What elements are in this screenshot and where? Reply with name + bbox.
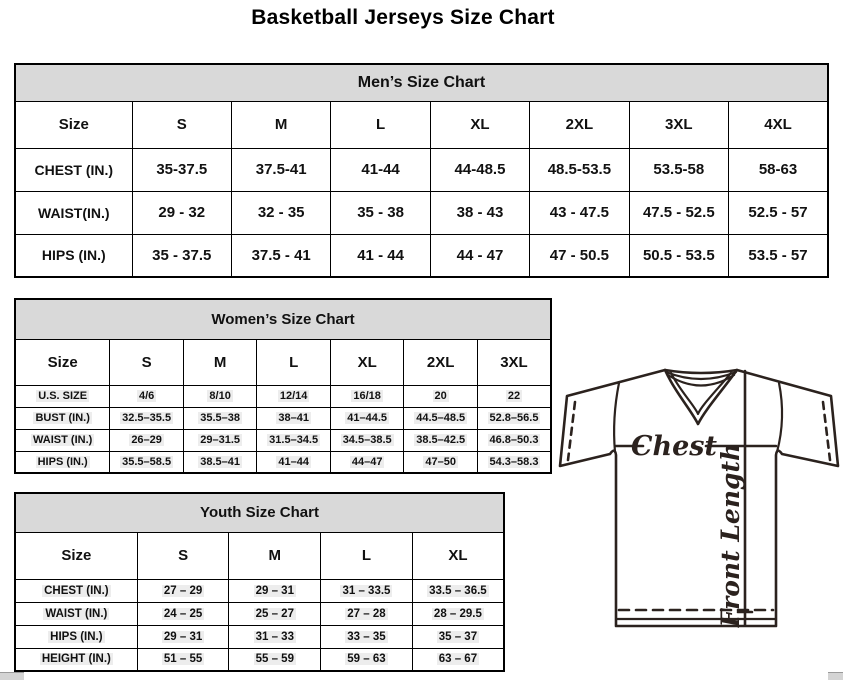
youth-cell-2-3-text: 35 – 37 — [438, 630, 478, 643]
men-cell-0-5 — [629, 148, 728, 191]
men-data-row-1 — [15, 191, 828, 234]
women-cell-1-1 — [183, 407, 257, 429]
women-cell-0-0-text: 4/6 — [138, 390, 155, 402]
youth-cell-3-1 — [229, 648, 321, 671]
women-cell-0-5-text: 22 — [507, 390, 521, 402]
women-row-label-3-text: HIPS (IN.) — [37, 455, 88, 468]
men-cell-2-6-text: 53.5 - 57 — [748, 246, 808, 264]
youth-cell-2-2 — [321, 625, 413, 648]
women-cell-1-0 — [110, 407, 184, 429]
women-col-l: L — [257, 339, 331, 385]
women-cell-2-0-text: 26–29 — [131, 434, 162, 446]
women-cell-1-5-text: 52.8–56.5 — [489, 412, 539, 424]
men-cell-1-0-text: 29 - 32 — [158, 204, 206, 221]
youth-data-row-2 — [15, 625, 504, 648]
youth-cell-3-2-text: 59 – 63 — [347, 653, 386, 666]
women-chart-title: Women’s Size Chart — [15, 299, 551, 339]
youth-col-xl: XL — [412, 532, 504, 579]
women-cell-2-4 — [404, 429, 478, 451]
women-cell-1-0-text: 32.5–35.5 — [122, 412, 172, 424]
youth-cell-3-2 — [321, 648, 413, 671]
women-data-row-2 — [15, 429, 551, 451]
women-cell-2-5 — [477, 429, 551, 451]
women-data-row-1 — [15, 407, 551, 429]
youth-cell-3-3 — [412, 648, 504, 671]
women-cell-2-2-text: 31.5–34.5 — [269, 434, 319, 446]
youth-cell-2-1-text: 31 – 33 — [255, 630, 294, 643]
page-title: Basketball Jerseys Size Chart — [251, 6, 555, 29]
women-col-3xl: 3XL — [477, 339, 551, 385]
youth-cell-3-0-text: 51 – 55 — [163, 653, 203, 666]
youth-cell-0-2 — [321, 579, 413, 602]
men-cell-1-2 — [331, 191, 430, 234]
women-cell-2-1-text: 29–31.5 — [200, 434, 241, 446]
women-cell-0-2-text: 12/14 — [279, 390, 308, 402]
men-cell-1-4 — [530, 191, 629, 234]
men-data-row-2 — [15, 234, 828, 277]
women-cell-2-0 — [110, 429, 184, 451]
women-cell-0-3-text: 16/18 — [353, 390, 381, 402]
armhole-seam-left — [614, 383, 619, 452]
youth-cell-0-1 — [229, 579, 321, 602]
men-cell-0-6-text: 58-63 — [758, 161, 798, 178]
men-cell-2-5-text: 50.5 - 53.5 — [642, 246, 715, 264]
women-data-row-3 — [15, 451, 551, 473]
women-cell-2-3 — [330, 429, 404, 451]
women-row-label-1 — [15, 407, 110, 429]
women-cell-2-1 — [183, 429, 257, 451]
men-cell-0-3 — [430, 148, 529, 191]
women-cell-1-2 — [257, 407, 331, 429]
youth-col-m: M — [229, 532, 321, 579]
women-cell-0-3 — [330, 385, 404, 407]
men-row-label-1 — [15, 191, 132, 234]
youth-cell-0-2-text: 31 – 33.5 — [342, 584, 391, 597]
men-col-l: L — [331, 101, 430, 148]
men-cell-0-2-text: 41-44 — [361, 161, 400, 178]
men-row-label-0 — [15, 148, 132, 191]
women-cell-1-2-text: 38–41 — [278, 412, 309, 424]
women-cell-1-4 — [404, 407, 478, 429]
women-cell-3-5 — [477, 451, 551, 473]
men-cell-1-6-text: 52.5 - 57 — [748, 204, 808, 221]
jersey-measurement-diagram — [553, 358, 843, 653]
men-cell-1-1 — [231, 191, 330, 234]
men-cell-2-2-text: 41 - 44 — [357, 246, 404, 264]
men-cell-1-2-text: 35 - 38 — [357, 204, 404, 221]
women-row-label-2 — [15, 429, 110, 451]
youth-cell-3-0 — [137, 648, 229, 671]
women-cell-0-4-text: 20 — [434, 390, 447, 402]
youth-col-s: S — [137, 532, 229, 579]
men-cell-0-2 — [331, 148, 430, 191]
women-cell-0-1 — [183, 385, 257, 407]
women-column-header-row — [15, 339, 551, 385]
men-cell-2-3-text: 44 - 47 — [456, 246, 504, 264]
men-col-3xl: 3XL — [629, 101, 728, 148]
women-cell-0-0 — [110, 385, 184, 407]
youth-cell-1-1-text: 25 – 27 — [255, 607, 294, 620]
men-row-label-0-text: CHEST (IN.) — [34, 161, 114, 178]
youth-row-label-0 — [15, 579, 137, 602]
men-cell-0-0 — [132, 148, 231, 191]
women-cell-3-0-text: 35.5–58.5 — [122, 455, 172, 468]
youth-cell-0-0-text: 27 – 29 — [163, 584, 203, 597]
youth-cell-1-0-text: 24 – 25 — [163, 607, 203, 620]
women-col-size: Size — [15, 339, 110, 385]
jersey-diagram-svg — [553, 358, 843, 650]
men-data-row-0 — [15, 148, 828, 191]
women-col-2xl: 2XL — [404, 339, 478, 385]
youth-cell-0-3-text: 33.5 – 36.5 — [429, 584, 487, 597]
youth-cell-2-0 — [137, 625, 229, 648]
women-cell-3-3 — [330, 451, 404, 473]
men-row-label-1-text: WAIST(IN.) — [38, 204, 110, 221]
women-cell-3-3-text: 44–47 — [351, 455, 383, 468]
men-cell-1-3 — [430, 191, 529, 234]
women-col-s: S — [110, 339, 184, 385]
youth-cell-2-1 — [229, 625, 321, 648]
men-cell-1-5 — [629, 191, 728, 234]
women-cell-3-5-text: 54.3–58.3 — [489, 455, 539, 468]
youth-row-label-2-text: HIPS (IN.) — [50, 630, 103, 643]
front-length-label: Front Length — [716, 442, 745, 628]
youth-cell-1-3-text: 28 – 29.5 — [433, 607, 482, 620]
youth-cell-0-0 — [137, 579, 229, 602]
sleeve-stitch-left-icon — [568, 402, 575, 460]
men-col-m: M — [231, 101, 330, 148]
women-cell-2-3-text: 34.5–38.5 — [342, 434, 392, 446]
men-chart-title: Men’s Size Chart — [15, 64, 828, 101]
women-cell-1-3-text: 41–44.5 — [347, 412, 388, 424]
youth-cell-2-2-text: 33 – 35 — [347, 630, 386, 643]
men-cell-0-6 — [729, 148, 829, 191]
women-row-label-1-text: BUST (IN.) — [35, 412, 90, 424]
youth-cell-2-3 — [412, 625, 504, 648]
men-cell-0-1 — [231, 148, 330, 191]
youth-row-label-3-text: HEIGHT (IN.) — [41, 653, 111, 666]
youth-row-label-1-text: WAIST (IN.) — [45, 607, 108, 620]
youth-cell-1-0 — [137, 602, 229, 625]
youth-cell-1-2-text: 27 – 28 — [347, 607, 386, 620]
men-cell-1-6 — [729, 191, 829, 234]
women-row-label-0-text: U.S. SIZE — [38, 390, 88, 402]
men-cell-1-1-text: 32 - 35 — [257, 204, 305, 221]
women-cell-3-1 — [183, 451, 257, 473]
youth-size-chart-table — [14, 492, 505, 672]
men-cell-0-4-text: 48.5-53.5 — [547, 161, 612, 178]
women-cell-1-4-text: 44.5–48.5 — [416, 412, 466, 424]
men-cell-0-5-text: 53.5-58 — [653, 161, 705, 178]
womens-size-chart-table — [14, 298, 552, 474]
men-cell-0-0-text: 35-37.5 — [156, 161, 208, 178]
jersey-outline — [560, 370, 838, 626]
men-column-header-row — [15, 101, 828, 148]
men-col-s: S — [132, 101, 231, 148]
youth-row-label-2 — [15, 625, 137, 648]
youth-row-label-3 — [15, 648, 137, 671]
women-cell-3-4 — [404, 451, 478, 473]
women-cell-0-1-text: 8/10 — [209, 390, 231, 402]
women-cell-3-4-text: 47–50 — [425, 455, 456, 468]
women-row-label-0 — [15, 385, 110, 407]
women-cell-0-5 — [477, 385, 551, 407]
men-cell-2-6 — [729, 234, 829, 277]
men-cell-2-5 — [629, 234, 728, 277]
men-cell-0-4 — [530, 148, 629, 191]
men-cell-2-4-text: 47 - 50.5 — [549, 246, 609, 264]
women-cell-2-2 — [257, 429, 331, 451]
youth-data-row-0 — [15, 579, 504, 602]
men-col-xl: XL — [430, 101, 529, 148]
women-row-label-2-text: WAIST (IN.) — [33, 434, 93, 446]
youth-cell-0-1-text: 29 – 31 — [255, 584, 294, 597]
women-cell-3-2 — [257, 451, 331, 473]
men-cell-2-3 — [430, 234, 529, 277]
men-cell-0-3-text: 44-48.5 — [454, 161, 506, 178]
women-cell-0-2 — [257, 385, 331, 407]
women-cell-0-4 — [404, 385, 478, 407]
youth-data-row-3 — [15, 648, 504, 671]
sleeve-stitch-right-icon — [823, 402, 830, 460]
men-col-4xl: 4XL — [729, 101, 829, 148]
women-row-label-3 — [15, 451, 110, 473]
women-cell-2-4-text: 38.5–42.5 — [416, 434, 466, 446]
youth-cell-1-3 — [412, 602, 504, 625]
youth-cell-0-3 — [412, 579, 504, 602]
men-cell-1-3-text: 38 - 43 — [456, 204, 504, 221]
youth-data-row-1 — [15, 602, 504, 625]
women-cell-3-2-text: 41–44 — [278, 455, 309, 468]
youth-chart-title: Youth Size Chart — [15, 493, 504, 532]
women-col-m: M — [183, 339, 257, 385]
men-cell-2-2 — [331, 234, 430, 277]
men-cell-2-4 — [530, 234, 629, 277]
men-cell-2-1 — [231, 234, 330, 277]
youth-cell-1-2 — [321, 602, 413, 625]
men-cell-2-1-text: 37.5 - 41 — [251, 246, 311, 264]
women-cell-3-1-text: 38.5–41 — [200, 455, 241, 468]
chest-label: Chest — [631, 431, 717, 462]
men-row-label-2 — [15, 234, 132, 277]
men-cell-2-0-text: 35 - 37.5 — [152, 246, 212, 264]
youth-cell-3-3-text: 63 – 67 — [438, 653, 478, 666]
youth-col-size: Size — [15, 532, 137, 579]
men-cell-1-4-text: 43 - 47.5 — [549, 204, 609, 221]
men-cell-1-5-text: 47.5 - 52.5 — [642, 204, 715, 221]
women-cell-1-5 — [477, 407, 551, 429]
mens-size-chart-table — [14, 63, 829, 278]
youth-row-label-1 — [15, 602, 137, 625]
men-row-label-2-text: HIPS (IN.) — [41, 247, 106, 264]
men-col-2xl: 2XL — [530, 101, 629, 148]
youth-row-label-0-text: CHEST (IN.) — [44, 584, 109, 597]
youth-column-header-row — [15, 532, 504, 579]
youth-col-l: L — [321, 532, 413, 579]
men-cell-1-0 — [132, 191, 231, 234]
women-cell-2-5-text: 46.8–50.3 — [489, 434, 539, 446]
women-col-xl: XL — [330, 339, 404, 385]
men-cell-0-1-text: 37.5-41 — [255, 161, 307, 178]
armhole-seam-right — [777, 383, 782, 452]
women-cell-1-1-text: 35.5–38 — [200, 412, 241, 424]
youth-cell-2-0-text: 29 – 31 — [163, 630, 203, 643]
men-cell-2-0 — [132, 234, 231, 277]
women-cell-1-3 — [330, 407, 404, 429]
men-col-size: Size — [15, 101, 132, 148]
women-cell-3-0 — [110, 451, 184, 473]
youth-cell-3-1-text: 55 – 59 — [255, 653, 294, 666]
youth-cell-1-1 — [229, 602, 321, 625]
women-data-row-0 — [15, 385, 551, 407]
